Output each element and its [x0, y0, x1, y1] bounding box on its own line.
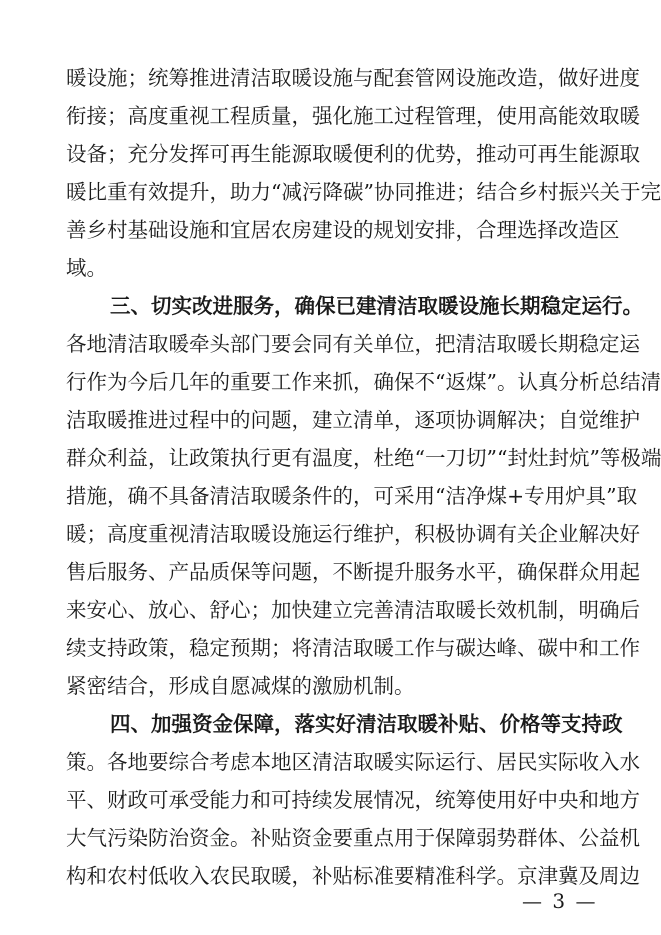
paragraph-line: 洁取暖推进过程中的问题，建立清单，逐项协调解决；自觉维护 — [66, 408, 640, 432]
paragraph-line: 群众利益，让政策执行更有温度，杜绝“一刀切”“封灶封炕”等极端 — [66, 446, 661, 470]
paragraph-line: 策。各地要综合考虑本地区清洁取暖实际运行、居民实际收入水 — [66, 750, 640, 774]
paragraph-line: 平、财政可承受能力和可持续发展情况，统筹使用好中央和地方 — [66, 788, 640, 812]
paragraph-line: 售后服务、产品质保等问题，不断提升服务水平，确保群众用起 — [66, 560, 640, 584]
paragraph-line: 衔接；高度重视工程质量，强化施工过程管理，使用高能效取暖 — [66, 104, 640, 128]
page-number: — 3 — — [522, 889, 598, 913]
paragraph-line: 行作为今后几年的重要工作来抓，确保不“返煤”。认真分析总结清 — [66, 370, 661, 394]
section-heading: 四、加强资金保障，落实好清洁取暖补贴、价格等支持政 — [110, 712, 623, 736]
paragraph-line: 设备；充分发挥可再生能源取暖便利的优势，推动可再生能源取 — [66, 142, 640, 166]
paragraph-line: 大气污染防治资金。补贴资金要重点用于保障弱势群体、公益机 — [66, 826, 640, 850]
paragraph-line: 域。 — [66, 256, 107, 280]
paragraph-line: 善乡村基础设施和宜居农房建设的规划安排，合理选择改造区 — [66, 218, 620, 242]
paragraph-line: 紧密结合，形成自愿减煤的激励机制。 — [66, 674, 415, 698]
paragraph-line: 各地清洁取暖牵头部门要会同有关单位，把清洁取暖长期稳定运 — [66, 332, 640, 356]
section-heading: 三、切实改进服务，确保已建清洁取暖设施长期稳定运行。 — [110, 294, 643, 318]
paragraph-line: 暖比重有效提升，助力“减污降碳”协同推进；结合乡村振兴关于完 — [66, 180, 661, 204]
paragraph-line: 暖；高度重视清洁取暖设施运行维护，积极协调有关企业解决好 — [66, 522, 640, 546]
paragraph-line: 暖设施；统筹推进清洁取暖设施与配套管网设施改造，做好进度 — [66, 66, 640, 90]
paragraph-line: 构和农村低收入农民取暖，补贴标准要精准科学。京津冀及周边 — [66, 864, 640, 888]
paragraph-line: 续支持政策，稳定预期；将清洁取暖工作与碳达峰、碳中和工作 — [66, 636, 640, 660]
paragraph-line: 措施，确不具备清洁取暖条件的，可采用“洁净煤+专用炉具”取 — [66, 484, 638, 508]
paragraph-line: 来安心、放心、舒心；加快建立完善清洁取暖长效机制，明确后 — [66, 598, 640, 622]
